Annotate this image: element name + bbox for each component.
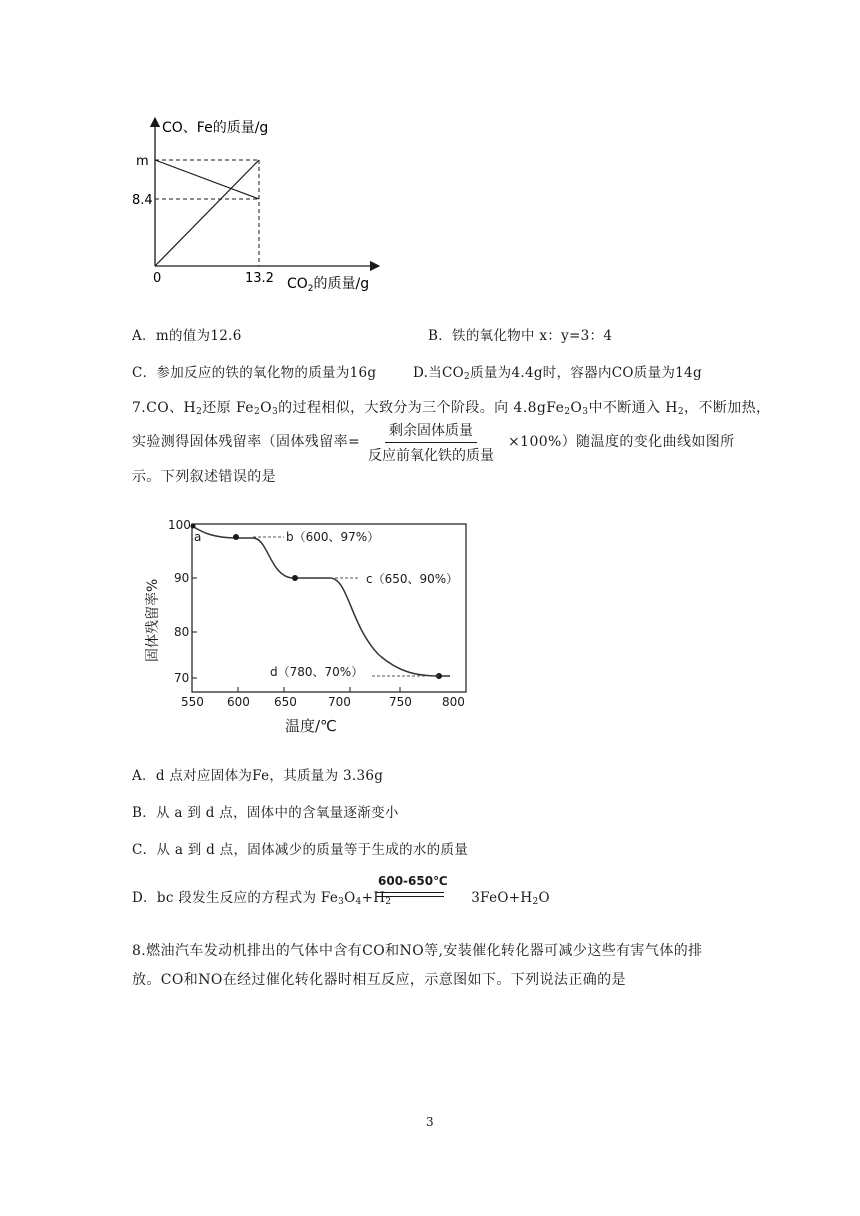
y-ticks: [192, 578, 197, 678]
x-tick-650: 650: [274, 695, 297, 709]
q7-stem-line1: 7.CO、$H_2$还原 $Fe_2O_3$的过程相似，大致分为三个阶段。向 $4.8gFe_2O_3$中不断通入 $H_2$，不断加热，: [132, 400, 771, 417]
residual-rate-curve: [192, 526, 450, 676]
label-b: b（600、97%）: [286, 530, 380, 544]
reaction-equals-sign: [376, 892, 444, 897]
chart-residual-rate: [140, 512, 490, 740]
chart-co-fe-mass: [120, 110, 390, 295]
label-d: d（780、70%）: [270, 665, 364, 679]
q7-option-a: A．d 点对应固体为Fe，其质量为 3.36g: [132, 768, 384, 784]
point-a: [191, 524, 196, 529]
y-tick-80: 80: [174, 625, 190, 639]
label-a: a: [194, 530, 202, 544]
y-tick-100: 100: [168, 518, 191, 532]
fraction-numerator: 剩余固体质量: [385, 420, 477, 443]
chart1-y-tick-8-4: 8.4: [132, 193, 153, 208]
x-ticks: [238, 687, 400, 692]
chart1-x-label: $CO_2$的质量/g: [287, 276, 370, 294]
co-mass-line: [155, 160, 259, 199]
x-tick-800: 800: [442, 695, 465, 709]
q6-option-b: B．铁的氧化物中 x：y=3：4: [428, 328, 613, 344]
point-c: [292, 575, 298, 581]
q6-option-a: A．m的值为12.6: [132, 328, 242, 344]
page-number: 3: [426, 1115, 434, 1129]
x-tick-600: 600: [227, 695, 250, 709]
chart2-y-label: 固体残留率%: [145, 578, 161, 662]
x-tick-750: 750: [389, 695, 412, 709]
q7-option-c: C．从 a 到 d 点，固体减少的质量等于生成的水的质量: [132, 842, 469, 858]
q7-stem-line3: 示。下列叙述错误的是: [132, 469, 276, 485]
chart2-x-label: 温度/℃: [285, 717, 337, 735]
q8-stem-line1: 8.燃油汽车发动机排出的气体中含有CO和NO等,安装催化转化器可减少这些有害气体的排: [132, 943, 703, 959]
q7-stem-line2-post: ×100%）随温度的变化曲线如图所: [508, 434, 735, 450]
chart1-y-tick-m: m: [136, 154, 149, 169]
fraction-denominator: 反应前氧化铁的质量: [368, 448, 494, 464]
label-c: c（650、90%）: [366, 572, 459, 586]
q6-option-d: D.当$CO_2$质量为4.4g时，容器内CO质量为14g: [413, 365, 702, 382]
reaction-condition: 600-650℃: [378, 874, 448, 888]
point-b: [233, 534, 239, 540]
chart1-y-label: CO、Fe的质量/g: [162, 120, 269, 136]
q7-stem-line2-pre: 实验测得固体残留率（固体残留率=: [132, 434, 361, 450]
residual-rate-fraction: [364, 420, 498, 465]
fe-mass-line: [155, 160, 259, 266]
q7-option-b: B．从 a 到 d 点，固体中的含氧量逐渐变小: [132, 805, 399, 821]
q7-option-d: D．bc 段发生反应的方程式为 $Fe_3O_4+H_2$ $3FeO+H_2O$: [132, 890, 550, 907]
y-tick-70: 70: [174, 671, 190, 685]
q6-option-c: C．参加反应的铁的氧化物的质量为16g: [132, 365, 377, 381]
q8-stem-line2: 放。CO和NO在经过催化转化器时相互反应，示意图如下。下列说法正确的是: [132, 972, 626, 988]
x-tick-550: 550: [181, 695, 204, 709]
chart1-origin: 0: [153, 271, 162, 286]
y-tick-90: 90: [174, 571, 190, 585]
x-tick-700: 700: [328, 695, 351, 709]
chart1-x-tick-13-2: 13.2: [245, 271, 274, 286]
